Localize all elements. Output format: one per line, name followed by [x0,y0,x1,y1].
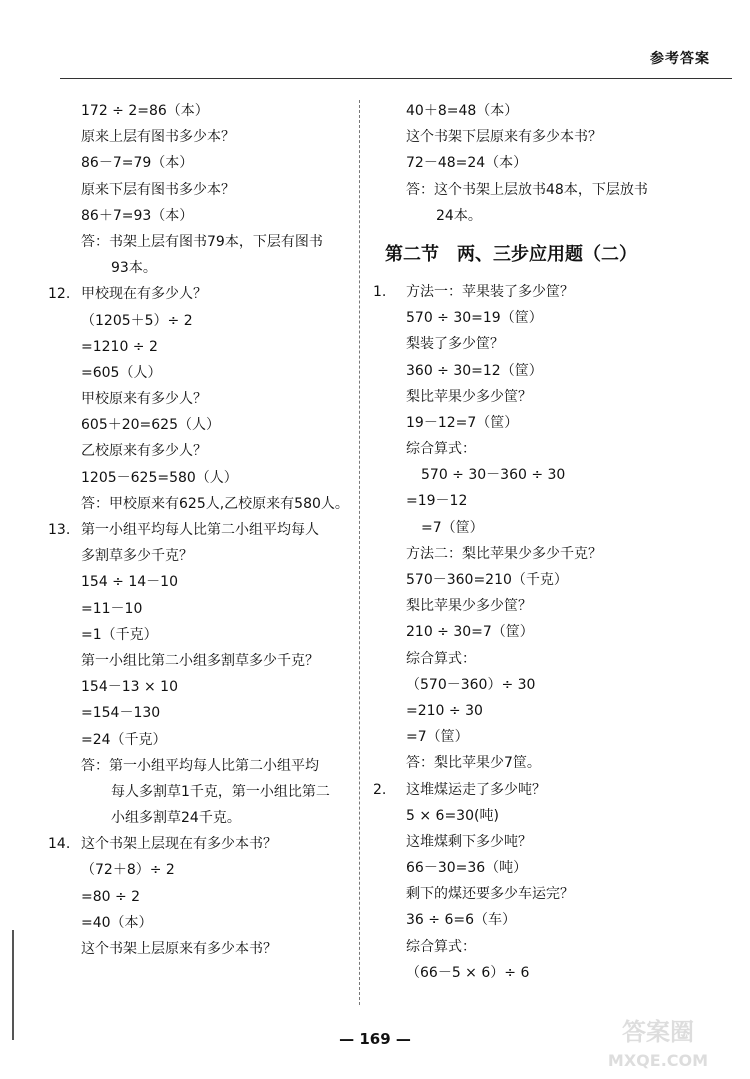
watermark-line2: MXQE.COM [607,1051,709,1070]
text-line [373,829,728,855]
text-line [373,698,728,724]
line-text: =24（千克） [81,731,167,748]
line-text: 原来下层有图书多少本？ [81,181,235,198]
text-line [373,646,728,672]
line-text: 综合算式： [406,441,476,458]
text-line [373,436,728,462]
text-line [48,648,348,674]
header-rule [60,78,732,79]
line-text: 梨比苹果少多少筐？ [406,388,532,405]
text-line [373,98,728,124]
line-text: =7（筐） [406,729,469,746]
text-line [48,203,348,229]
text-line [373,567,728,593]
text-line [48,360,348,386]
line-text: 第一小组平均每人比第二小组平均每人 [81,522,319,538]
text-line [48,281,348,307]
text-line [48,779,348,805]
line-text: 乙校原来有多少人？ [81,443,207,460]
line-text: （66－5 × 6）÷ 6 [406,964,530,981]
line-text: 这堆煤运走了多少吨？ [406,781,546,798]
line-text: 93本。 [111,260,157,277]
text-line [48,700,348,726]
text-line [48,124,348,150]
line-text: 多割草多少千克？ [81,548,193,565]
line-text: 小组多割草24千克。 [111,810,241,827]
text-line [373,724,728,750]
text-line [48,831,348,857]
text-line [48,177,348,203]
text-line [373,177,728,203]
line-text: （1205＋5）÷ 2 [81,312,193,329]
line-text: 这堆煤剩下多少吨？ [406,833,532,850]
text-line [48,308,348,334]
line-text: 5 × 6=30(吨) [406,807,499,824]
line-text: 40＋8=48（本） [406,103,519,119]
line-text: 570 ÷ 30=19（筐） [406,310,543,327]
text-line [48,753,348,779]
text-line [48,727,348,753]
line-text: =1210 ÷ 2 [81,338,158,355]
question-number: 14. [48,836,71,853]
line-text: 方法一：苹果装了多少筐？ [406,283,574,300]
text-line [373,384,728,410]
line-text: 210 ÷ 30=7（筐） [406,624,534,641]
text-line [373,855,728,881]
line-text: =605（人） [81,364,162,381]
text-line [373,488,728,514]
text-line [48,229,348,255]
text-line [48,674,348,700]
line-text: （72＋8）÷ 2 [81,862,175,879]
question-number: 2. [373,781,387,798]
line-text: 剩下的煤还要多少车运完？ [406,886,574,903]
line-text: 方法二：梨比苹果少多少千克？ [406,545,602,562]
text-line [373,331,728,357]
line-text: 答：书架上层有图书79本，下层有图书 [81,233,323,250]
line-text: 1205－625=580（人） [81,469,238,486]
line-text: 综合算式： [406,938,476,955]
line-text: 答：梨比苹果少7筐。 [406,755,541,772]
line-text: =154－130 [81,705,161,722]
question-number: 1. [373,283,387,300]
column-divider [359,100,360,1005]
line-text: 66－30=36（吨） [406,860,528,877]
text-line [48,255,348,281]
line-text: 梨比苹果少多少筐？ [406,598,532,615]
binding-edge-line [12,930,14,1040]
text-line [48,386,348,412]
text-line [373,305,728,331]
line-text: 72－48=24（本） [406,155,528,172]
text-line [373,150,728,176]
right-column-top [373,98,728,229]
text-line [48,98,348,124]
line-text: 综合算式： [406,650,476,667]
line-text: 答：甲校原来有625人,乙校原来有580人。 [81,495,349,512]
line-text: 86＋7=93（本） [81,207,194,224]
question-number: 13. [48,522,71,538]
section-title: 第二节 两、三步应用题（二） [385,243,637,265]
line-text: 154－13 × 10 [81,679,178,696]
text-line [373,777,728,803]
text-line [373,358,728,384]
line-text: 605＋20=625（人） [81,417,220,434]
text-line [48,491,348,517]
line-text: =80 ÷ 2 [81,888,141,905]
text-line [373,803,728,829]
text-line [373,541,728,567]
line-text: 360 ÷ 30=12（筐） [406,362,543,379]
line-text: 甲校原来有多少人？ [81,391,207,408]
text-line [373,279,728,305]
text-line [48,569,348,595]
text-line [48,438,348,464]
line-text: 答：这个书架上层放书48本，下层放书 [406,181,648,198]
page-number: — 169 — [339,1030,411,1048]
text-line [373,410,728,436]
line-text: 梨装了多少筐？ [406,336,504,353]
line-text: =210 ÷ 30 [406,702,483,719]
text-line [373,907,728,933]
line-text: =40（本） [81,914,153,931]
line-text: 每人多割草1千克，第一小组比第二 [111,783,330,800]
text-line [48,805,348,831]
text-line [48,517,348,543]
text-line [373,881,728,907]
line-text: =19－12 [406,493,468,510]
line-text: =11－10 [81,600,143,617]
line-text: 这个书架上层原来有多少本书？ [81,941,277,957]
text-line [373,960,728,986]
question-number: 12. [48,286,71,303]
text-line [48,857,348,883]
line-text: （570－360）÷ 30 [406,676,536,693]
line-text: 答：第一小组平均每人比第二小组平均 [81,757,319,774]
line-text: 86－7=79（本） [81,155,194,172]
text-line [373,672,728,698]
page-header-title: 参考答案 [650,51,710,67]
text-line [48,596,348,622]
text-line [48,884,348,910]
line-text: 原来上层有图书多少本？ [81,129,235,146]
text-line [48,936,348,962]
text-line [373,462,728,488]
right-column-bottom [373,279,728,986]
line-text: =7（筐） [421,519,484,536]
watermark-logo [578,1012,738,1072]
text-line [48,150,348,176]
text-line [48,622,348,648]
right-column [373,98,728,986]
line-text: 这个书架上层现在有多少本书？ [81,836,277,853]
text-line [373,593,728,619]
text-line [48,543,348,569]
line-text: 36 ÷ 6=6（车） [406,912,516,929]
line-text: 19－12=7（筐） [406,414,519,431]
text-line [48,910,348,936]
line-text: 172 ÷ 2=86（本） [81,103,209,119]
text-line [373,515,728,541]
line-text: 570 ÷ 30－360 ÷ 30 [421,467,566,484]
text-line [373,124,728,150]
text-line [48,412,348,438]
text-line [373,750,728,776]
text-line [373,619,728,645]
watermark-line1: 答案圈 [622,1018,694,1046]
text-line [373,203,728,229]
line-text: 154 ÷ 14－10 [81,574,178,591]
line-text: 这个书架下层原来有多少本书？ [406,129,602,146]
line-text: 第一小组比第二小组多割草多少千克？ [81,652,319,669]
left-column [48,98,348,962]
text-line [48,465,348,491]
text-line [373,934,728,960]
text-line [48,334,348,360]
line-text: 甲校现在有多少人？ [81,286,207,303]
line-text: 570－360=210（千克） [406,572,568,588]
line-text: 24本。 [436,207,482,224]
line-text: =1（千克） [81,626,158,643]
